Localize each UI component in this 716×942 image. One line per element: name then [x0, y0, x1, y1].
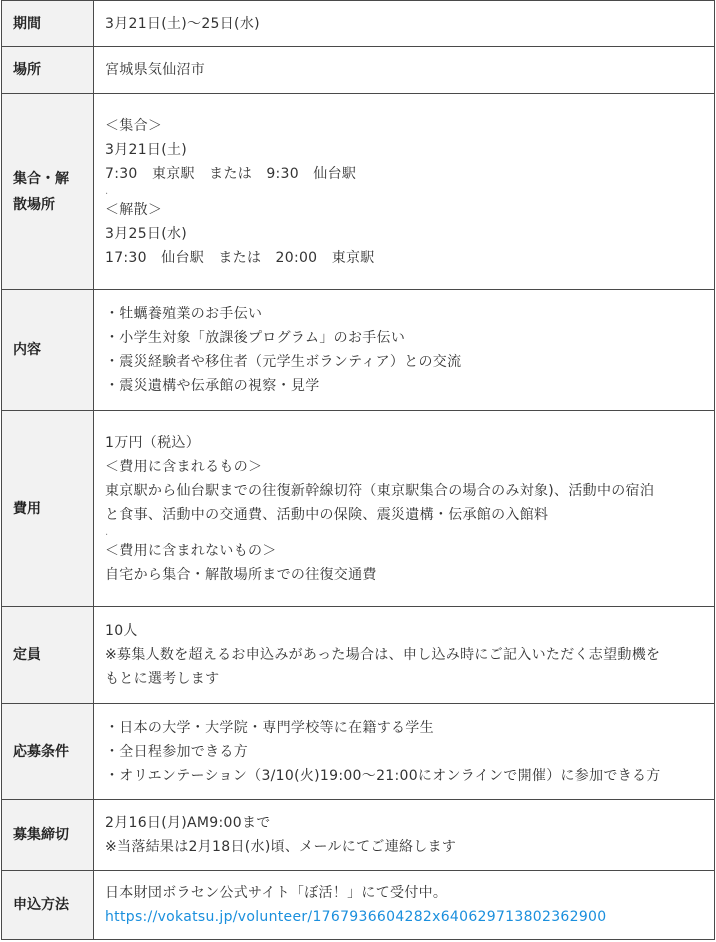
value-requirements — [94, 704, 715, 800]
application-text: 日本財団ボラセン公式サイト「ぼ活！」にて受付中。 — [105, 885, 448, 901]
location-text: 宮城県気仙沼市 — [105, 62, 206, 78]
cost-line: ＜費用に含まれるもの＞ — [105, 458, 263, 475]
value-capacity — [94, 607, 715, 704]
row-deadline — [2, 800, 715, 871]
cost-line: と食事、活動中の交通費、活動中の保険、震災遺構・伝承館の入館料 — [105, 506, 549, 523]
label-capacity: 定員 — [2, 607, 94, 704]
row-content — [2, 290, 715, 411]
value-application — [94, 871, 715, 940]
event-info-table — [1, 0, 715, 940]
capacity-line: もとに選考します — [105, 671, 220, 687]
row-capacity — [2, 607, 715, 704]
label-meeting-line-1: 集合・解 — [13, 170, 69, 187]
value-content — [94, 290, 715, 411]
row-application — [2, 871, 715, 940]
value-location — [94, 47, 715, 94]
deadline-line: ※当落結果は2月18日(水)頃、メールにてご連絡します — [105, 839, 457, 855]
cost-line: ＜費用に含まれないもの＞ — [105, 542, 277, 559]
row-requirements — [2, 704, 715, 800]
label-requirements: 応募条件 — [2, 704, 94, 800]
label-meeting-place — [2, 94, 94, 290]
content-item: ・震災経験者や移住者（元学生ボランティア）との交流 — [105, 354, 462, 370]
label-cost: 費用 — [2, 411, 94, 607]
label-deadline: 募集締切 — [2, 800, 94, 871]
row-meeting-place — [2, 94, 715, 290]
label-meeting-line-2: 散場所 — [13, 196, 55, 213]
meeting-line: 7:30 東京駅 または 9:30 仙台駅 — [105, 165, 357, 182]
meeting-line: ＜集合＞ — [105, 117, 163, 134]
label-location: 場所 — [2, 47, 94, 94]
meeting-line: 3月25日(水) — [105, 225, 188, 242]
label-application: 申込方法 — [2, 871, 94, 940]
cost-line: 自宅から集合・解散場所までの往復交通費 — [105, 566, 377, 583]
requirement-item: ・日本の大学・大学院・専門学校等に在籍する学生 — [105, 719, 434, 736]
value-cost — [94, 411, 715, 607]
requirement-item: ・全日程参加できる方 — [105, 743, 248, 760]
label-content: 内容 — [2, 290, 94, 411]
row-cost — [2, 411, 715, 607]
meeting-line: 3月21日(土) — [105, 141, 188, 158]
meeting-line: ＜解散＞ — [105, 201, 163, 218]
row-period — [2, 1, 715, 47]
label-period: 期間 — [2, 1, 94, 47]
requirement-item: ・オリエンテーション（3/10(火)19:00〜21:00にオンラインで開催）に参加できる方 — [105, 767, 661, 784]
capacity-line: 10人 — [105, 623, 138, 639]
row-location — [2, 47, 715, 94]
value-deadline — [94, 800, 715, 871]
cost-line: 東京駅から仙台駅までの往復新幹線切符（東京駅集合の場合のみ対象)、活動中の宿泊 — [105, 482, 655, 499]
deadline-line: 2月16日(月)AM9:00まで — [105, 815, 271, 831]
content-item: ・小学生対象「放課後プログラム」のお手伝い — [105, 330, 406, 346]
capacity-line: ※募集人数を超えるお申込みがあった場合は、申し込み時にご記入いただく志望動機を — [105, 647, 661, 663]
value-period — [94, 1, 715, 47]
cost-line: 1万円（税込） — [105, 434, 201, 451]
content-item: ・牡蠣養殖業のお手伝い — [105, 306, 263, 322]
application-link[interactable]: https://vokatsu.jp/volunteer/1767936604282x640629713802362900 — [105, 909, 607, 925]
period-text: 3月21日(土)〜25日(水) — [105, 15, 260, 32]
meeting-line: 17:30 仙台駅 または 20:00 東京駅 — [105, 249, 375, 266]
cost-separator: . — [105, 526, 109, 538]
value-meeting-place — [94, 94, 715, 290]
content-item: ・震災遺構や伝承館の視察・見学 — [105, 378, 320, 394]
meeting-separator: . — [105, 185, 109, 197]
